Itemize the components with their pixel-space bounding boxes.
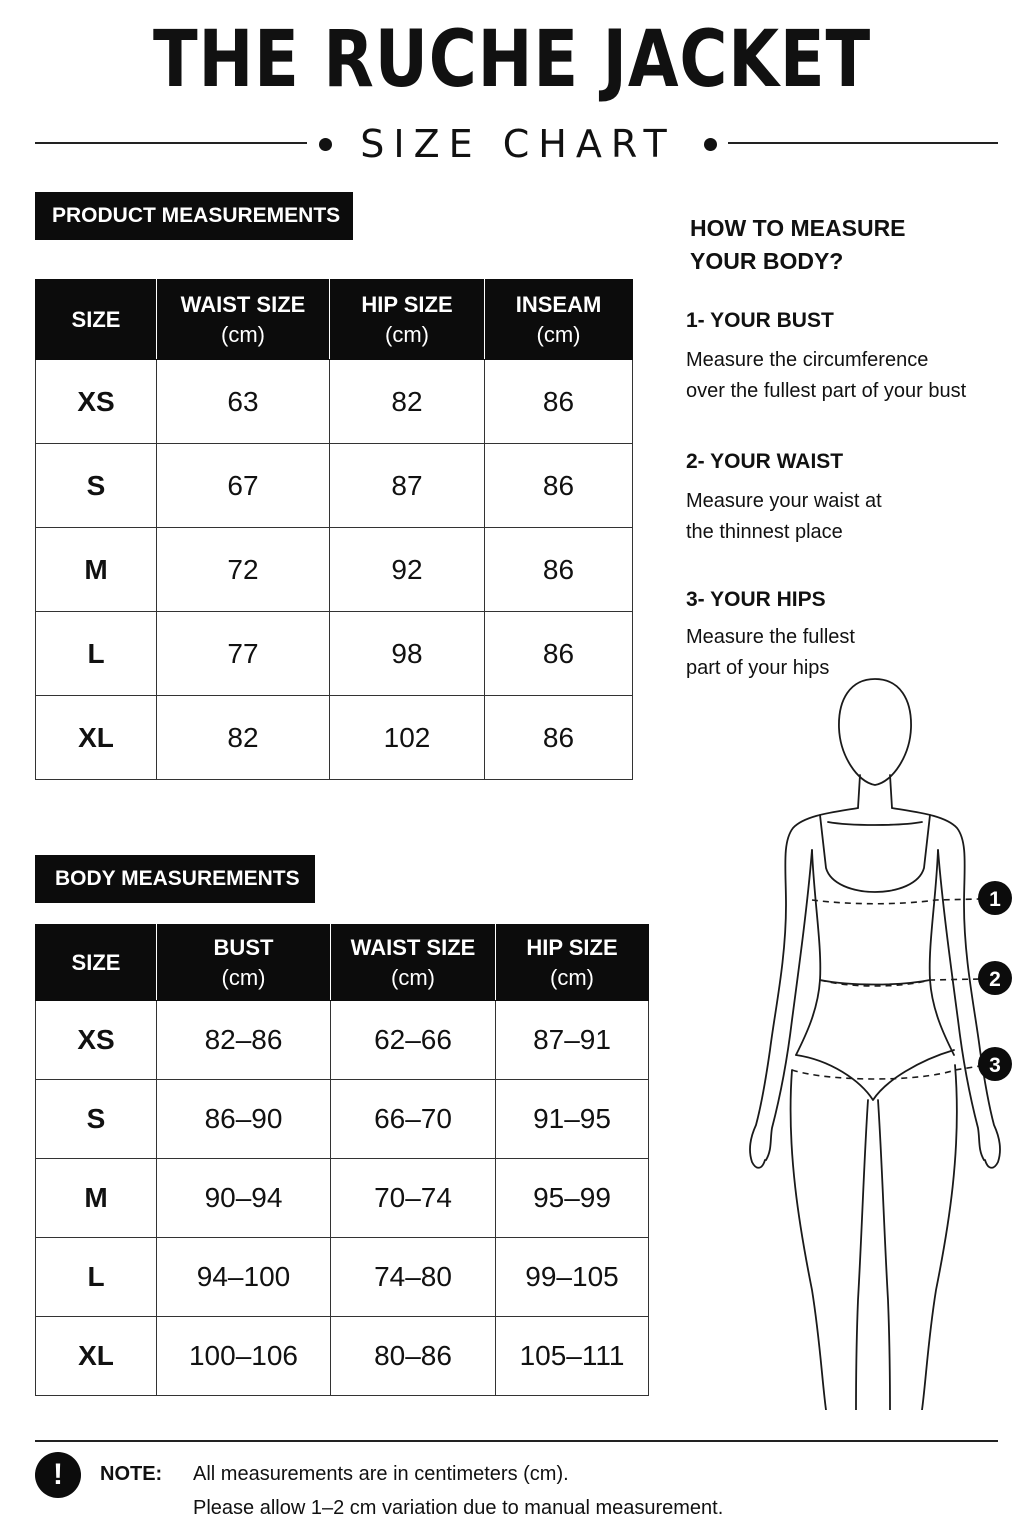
table-cell: 82–86 <box>157 1001 331 1080</box>
table-cell: 86 <box>485 612 633 696</box>
column-name: HIP SIZE <box>526 934 618 960</box>
svg-text:3: 3 <box>989 1054 1001 1077</box>
table-row <box>36 1317 649 1396</box>
table-cell: 90–94 <box>157 1159 331 1238</box>
bullet-dot-left <box>319 138 332 151</box>
product-header-2 <box>330 280 485 360</box>
table-row <box>36 612 633 696</box>
subtitle-row <box>318 120 718 168</box>
table-cell: 100–106 <box>157 1317 331 1396</box>
body-header-1 <box>157 925 331 1001</box>
table-cell: 87 <box>330 444 485 528</box>
step-bust-line2: over the fullest part of your bust <box>686 380 967 402</box>
table-cell: 87–91 <box>496 1001 649 1080</box>
size-cell: M <box>36 528 157 612</box>
body-figure-illustration <box>738 670 1018 1410</box>
svg-text:1: 1 <box>989 888 1001 911</box>
table-row <box>36 1238 649 1317</box>
table-cell: 99–105 <box>496 1238 649 1317</box>
size-cell: S <box>36 1080 157 1159</box>
column-name: SIZE <box>71 306 121 332</box>
figure-left-leg <box>791 1070 826 1410</box>
exclamation-icon: ! <box>35 1452 81 1498</box>
body-measurements-label: BODY MEASUREMENTS <box>35 855 315 903</box>
figure-right-leg <box>922 1065 957 1410</box>
table-cell: 80–86 <box>331 1317 496 1396</box>
column-unit: (cm) <box>221 964 266 990</box>
footer-divider <box>35 1440 998 1442</box>
product-measurements-label: PRODUCT MEASUREMENTS <box>35 192 353 240</box>
step-bust-line1: Measure the circumference <box>686 349 929 371</box>
table-cell: 95–99 <box>496 1159 649 1238</box>
table-cell: 72 <box>157 528 330 612</box>
table-row <box>36 696 633 780</box>
product-header-0 <box>36 280 157 360</box>
figure-right-inner-arm <box>938 850 984 1160</box>
step-bust-text <box>686 345 1006 407</box>
step-hips-line2: part of your hips <box>686 657 830 679</box>
body-measurements-table <box>35 924 649 1396</box>
step-waist-line2: the thinnest place <box>686 521 843 543</box>
figure-torso-left <box>796 850 820 1055</box>
table-cell: 74–80 <box>331 1238 496 1317</box>
table-cell: 91–95 <box>496 1080 649 1159</box>
product-header-3 <box>485 280 633 360</box>
figure-briefs <box>796 1050 954 1100</box>
divider-right <box>728 142 998 144</box>
table-cell: 94–100 <box>157 1238 331 1317</box>
step-bust-title: 1- YOUR BUST <box>686 309 834 332</box>
step-waist-title: 2- YOUR WAIST <box>686 450 844 473</box>
step-waist-line1: Measure your waist at <box>686 490 882 512</box>
figure-left-arm <box>750 808 858 1168</box>
body-header-0 <box>36 925 157 1001</box>
hip-measure-line <box>792 1066 980 1079</box>
bullet-dot-right <box>704 138 717 151</box>
table-cell: 70–74 <box>331 1159 496 1238</box>
size-cell: XS <box>36 360 157 444</box>
table-cell: 63 <box>157 360 330 444</box>
page-title: THE RUCHE JACKET <box>152 15 872 105</box>
figure-top-straps <box>820 815 930 892</box>
table-cell: 102 <box>330 696 485 780</box>
table-cell: 86 <box>485 528 633 612</box>
table-row <box>36 528 633 612</box>
body-header-3 <box>496 925 649 1001</box>
table-cell: 66–70 <box>331 1080 496 1159</box>
column-unit: (cm) <box>550 964 594 990</box>
measure-marker-1 <box>978 881 1012 915</box>
product-header-1 <box>157 280 330 360</box>
column-unit: (cm) <box>385 321 429 347</box>
size-cell: XL <box>36 696 157 780</box>
column-unit: (cm) <box>221 321 265 347</box>
size-cell: L <box>36 612 157 696</box>
table-header-row <box>36 925 649 1001</box>
column-unit: (cm) <box>391 964 435 990</box>
size-cell: S <box>36 444 157 528</box>
table-cell: 98 <box>330 612 485 696</box>
step-hips-title: 3- YOUR HIPS <box>686 588 826 611</box>
figure-torso-right <box>930 850 954 1055</box>
figure-right-inner-leg <box>878 1100 890 1410</box>
measure-marker-3 <box>978 1047 1012 1081</box>
column-name: SIZE <box>71 949 121 975</box>
measure-marker-2 <box>978 961 1012 995</box>
divider-left <box>35 142 307 144</box>
figure-head <box>839 679 911 785</box>
column-name: HIP SIZE <box>361 291 453 317</box>
size-cell: XS <box>36 1001 157 1080</box>
table-row <box>36 444 633 528</box>
bust-measure-line <box>812 899 980 904</box>
table-cell: 92 <box>330 528 485 612</box>
size-cell: M <box>36 1159 157 1238</box>
product-measurements-table <box>35 279 633 780</box>
page-subtitle: SIZE CHART <box>360 122 676 166</box>
size-cell: XL <box>36 1317 157 1396</box>
size-cell: L <box>36 1238 157 1317</box>
how-to-measure-title-line1: HOW TO MEASURE <box>690 215 906 241</box>
table-cell: 86 <box>485 444 633 528</box>
note-line-1: All measurements are in centimeters (cm). <box>193 1463 569 1485</box>
column-name: BUST <box>213 934 274 960</box>
figure-left-inner-leg <box>856 1100 868 1410</box>
table-cell: 86 <box>485 696 633 780</box>
table-row <box>36 1001 649 1080</box>
table-header-row <box>36 280 633 360</box>
how-to-measure-title <box>690 212 990 278</box>
column-name: WAIST SIZE <box>180 291 306 317</box>
table-cell: 62–66 <box>331 1001 496 1080</box>
table-cell: 67 <box>157 444 330 528</box>
table-row <box>36 1080 649 1159</box>
step-hips-line1: Measure the fullest <box>686 626 855 648</box>
column-unit: (cm) <box>536 321 581 347</box>
table-cell: 82 <box>330 360 485 444</box>
figure-neckline <box>828 822 922 825</box>
table-cell: 86 <box>485 360 633 444</box>
table-row <box>36 360 633 444</box>
step-waist-text <box>686 486 1006 548</box>
note-label: NOTE: <box>100 1463 163 1485</box>
table-cell: 105–111 <box>496 1317 649 1396</box>
column-name: INSEAM <box>515 291 602 317</box>
column-name: WAIST SIZE <box>350 934 476 960</box>
svg-text:2: 2 <box>989 968 1001 991</box>
table-cell: 82 <box>157 696 330 780</box>
note-line-2: Please allow 1–2 cm variation due to manual measurement. <box>193 1497 724 1519</box>
table-row <box>36 1159 649 1238</box>
table-cell: 86–90 <box>157 1080 331 1159</box>
body-header-2 <box>331 925 496 1001</box>
figure-left-inner-arm <box>766 850 812 1160</box>
table-cell: 77 <box>157 612 330 696</box>
how-to-measure-title-line2: YOUR BODY? <box>690 248 844 274</box>
